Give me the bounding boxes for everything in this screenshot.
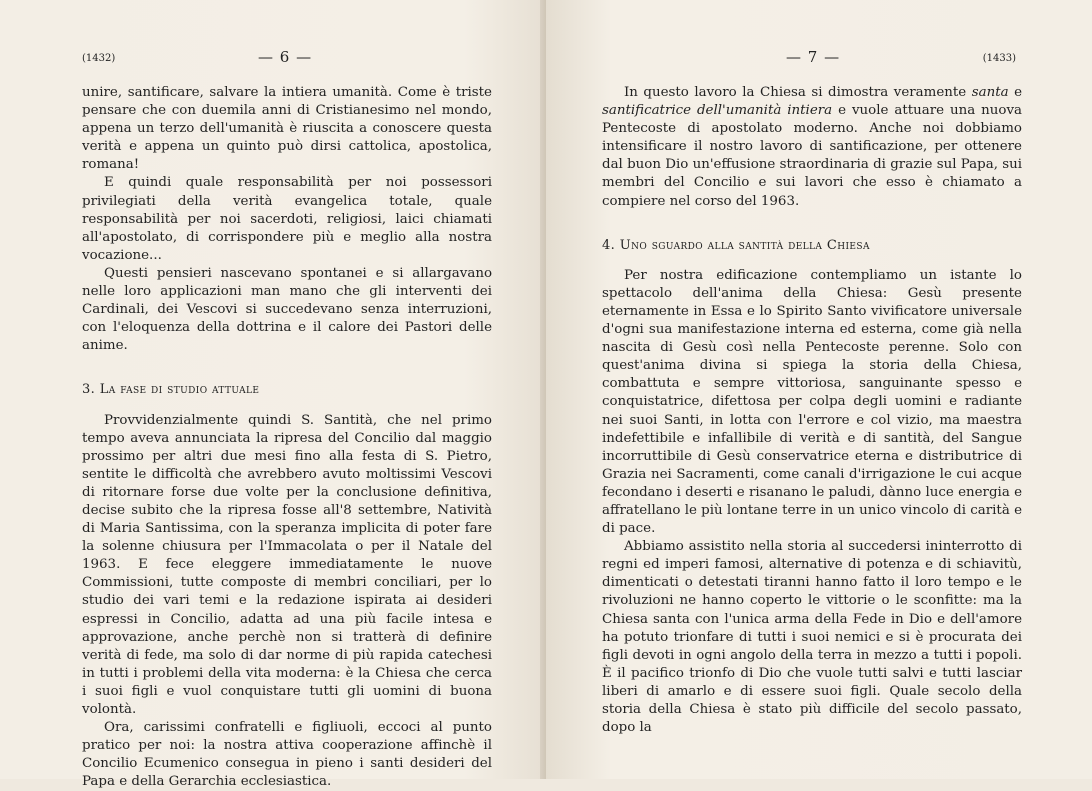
paragraph: Ora, carissimi confratelli e figliuoli, eccoci al punto pratico per noi: la nostra attiva cooperazione affinchè il Concilio Ecumenico consegua in pieno i santi desideri del Papa e della Gerarchia ecclesiastica.	[82, 720, 492, 790]
paragraph	[602, 84, 1022, 211]
paragraph: Provvidenzialmente quindi S. Santità, che nel primo tempo aveva annunciata la ripresa del Concilio dal maggio prossimo per altri due mesi fino alla festa di S. Pietro, sentite le difficoltà che avrebbero avuto moltissimi Vescovi di ritornare forse due volte per la conclusione definitiva, decise subito che la ripresa fosse all'8 settembre, Natività di Maria Santissima, con la speranza implicita di poter fare la solenne chiusura per l'Immacolata o per il Natale del 1963. E fece eleggere immediatamente le nuove Commissioni, tutte composte di membri conciliari, per lo studio dei vari temi e la redazione ispirata ai desideri espressi in Concilio, adatta ad una più facile intesa e approvazione, anche perchè non si tratterà di definire verità di fede, ma solo di dar norme di più rapida catechesi in tutti i problemi della vita moderna: è la Chiesa che cerca i suoi figli e vuol conquistare tutti gli uomini di buona volontà.	[82, 412, 492, 717]
emphasis: santificatrice dell'umanità intiera	[602, 103, 833, 119]
paragraph: E quindi quale responsabilità per noi possessori privilegiati della verità evangelica totale, quale responsabilità per noi sacerdoti, religiosi, laici chiamati all'apostolato, di corrispondere più e meglio alla nostra vocazione...	[82, 175, 492, 263]
paragraph: Abbiamo assistito nella storia al succedersi ininterrotto di regni ed imperi famosi, alternative di potenza e di schiavitù, dimenticati o detestati tiranni hanno fatto il loro tempo e le rivoluzioni ne hanno coperto le vittorie o le sconfitte: ma la Chiesa santa con l'unica arma della Fede in Dio e dell'amore ha potuto trionfare di tutti i suoi nemici e si è procurata dei figli devoti in ogni angolo della terra in mezzo a tutti i popoli. È il pacifico trionfo di Dio che vuole tutti salvi e tutti lasciar liberi di amarlo e di essere suoi figli. Quale secolo della storia della Chiesa è stato più difficile del secolo passato, dopo la	[602, 539, 1022, 736]
section-number: 3.	[82, 382, 96, 398]
right-page-body	[602, 84, 1022, 737]
left-volume-ref: (1432)	[82, 53, 116, 64]
left-page	[0, 0, 546, 790]
right-page	[546, 0, 1092, 779]
right-page-number: — 7 —	[786, 48, 841, 66]
left-page-header	[0, 48, 546, 68]
right-volume-ref: (1433)	[982, 53, 1016, 64]
text-run: e	[1008, 85, 1022, 100]
section-heading-4	[602, 237, 1022, 255]
emphasis: santa	[971, 85, 1009, 100]
left-page-body	[82, 84, 492, 791]
right-page-header	[546, 48, 1092, 68]
section-title: La fase di studio attuale	[99, 382, 260, 398]
text-run: In questo lavoro la Chiesa si dimostra veramente	[624, 85, 972, 100]
paragraph: unire, santificare, salvare la intiera umanità. Come è triste pensare che con duemila anni di Cristianesimo nel mondo, appena un terzo dell'umanità è riuscita a conoscere questa verità e appena un quinto può dirsi cattolica, apostolica, romana!	[82, 85, 492, 173]
paragraph: Questi pensieri nascevano spontanei e si allargavano nelle loro applicazioni man mano che gli interventi dei Cardinali, dei Vescovi si succedevano senza interruzioni, con l'eloquenza della dottrina e il calore dei Pastori delle anime.	[82, 265, 492, 354]
section-title: Uno sguardo alla santità della Chiesa	[619, 237, 870, 253]
left-page-number: — 6 —	[258, 48, 313, 66]
section-heading-3	[82, 381, 492, 399]
text-run: e vuole attuare una nuova Pentecoste di apostolato moderno. Anche noi dobbiamo intensificare il nostro lavoro di santificazione, per ottenere dal buon Dio un'effusione straordinaria di grazie sul Papa, sui membri del Concilio e sui lavori che esso è chiamato a compiere nel corso del 1963.	[602, 103, 1023, 209]
paragraph: Per nostra edificazione contempliamo un istante lo spettacolo dell'anima della Chiesa: Gesù presente eternamente in Essa e lo Spirito Santo vivificatore universale d'ogni sua manifestazione interna ed esterna, come già nella nascita di Gesù così nella Pentecoste perenne. Solo con quest'anima divina si spiega la storia della Chiesa, combattuta e sempre vittoriosa, sanguinante spesso e conquistatrice, difettosa per colpa degli uomini e radiante nei suoi Santi, in lotta con l'errore e col vizio, ma maestra indefettibile e infallibile di verità e di santità, del Sangue incorruttibile di Gesù conservatrice eterna e distributrice di Grazia nei Sacramenti, come canali d'irrigazione le cui acque fecondano i deserti e risanano le paludi, dànno luce energia e affratellano le più lontane terre in un unico vincolo di carità e di pace.	[602, 267, 1022, 537]
section-number: 4.	[602, 237, 616, 253]
